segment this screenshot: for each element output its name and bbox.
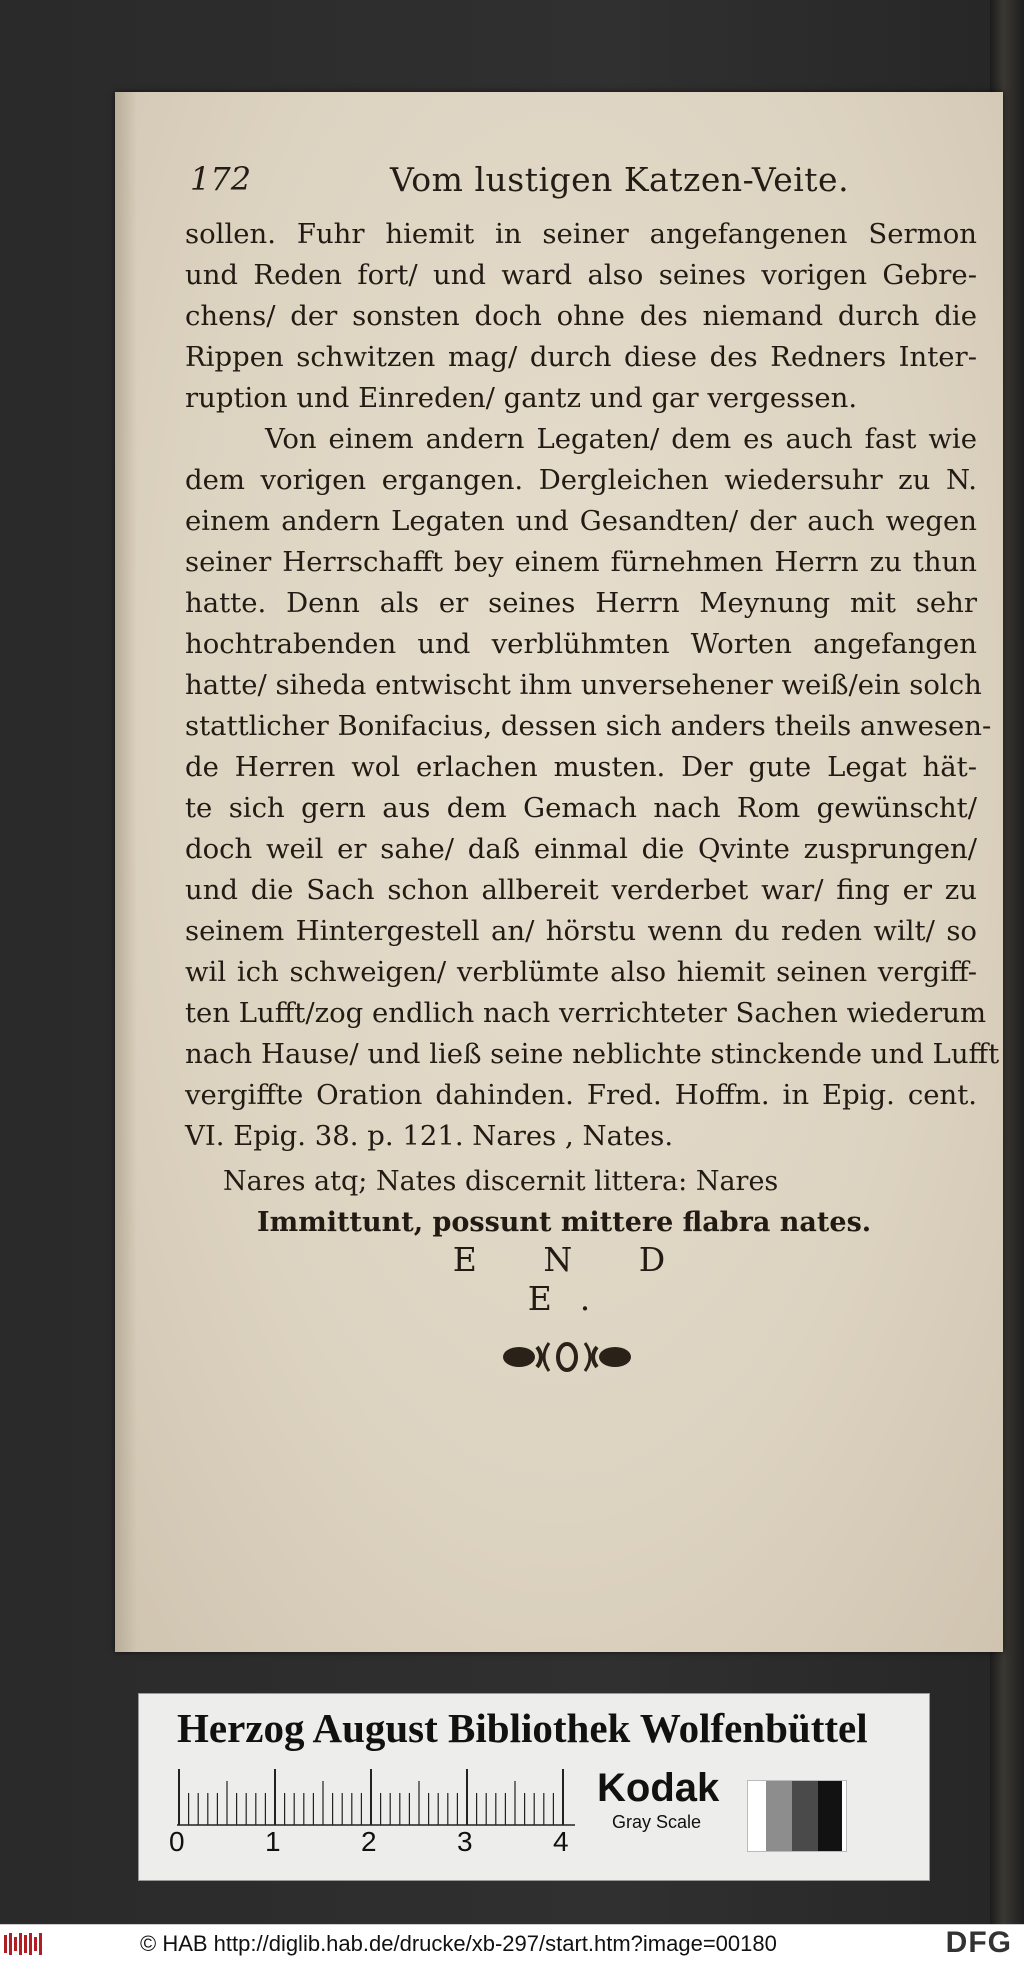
book-page [115,92,1003,1652]
text-line: Rippen schwitzen mag/ durch diese des Redners Inter- [185,341,977,373]
ruler-number: 1 [265,1826,281,1857]
ruler-number: 4 [553,1826,569,1857]
text-line: doch weil er sahe/ daß einmal die Qvinte zusprungen/ [185,833,977,865]
text-line: und die Sach schon allbereit verderbet war/ fing er zu [185,874,977,906]
hab-logo-icon [4,1931,46,1957]
text-line: einem andern Legaten und Gesandten/ der auch wegen [185,505,977,537]
text-line: te sich gern aus dem Gemach nach Rom gewünscht/ [185,792,977,824]
text-line: hatte. Denn als er seines Herrn Meynung mit sehr [185,587,977,619]
text-line: und Reden fort/ und ward also seines vorigen Gebre- [185,259,977,291]
text-line: stattlicher Bonifacius, dessen sich anders theils anwesen- [185,710,992,742]
page-number: 172 [190,160,252,198]
footer-bar [0,1924,1024,1963]
gray-bar-mid [792,1781,818,1851]
running-title: Vom lustigen Katzen-Veite. [390,160,850,199]
verse-line-1: Nares atq; Nates discernit littera: Nares [223,1166,779,1197]
text-line: sollen. Fuhr hiemit in seiner angefangenen Sermon [185,218,977,250]
text-line: vergiffte Oration dahinden. Fred. Hoffm. in Epig. cent. [185,1079,977,1111]
dfg-logo: DFG [945,1926,1012,1959]
verse-line-2: Immittunt, possunt mittere flabra nates. [257,1207,872,1238]
ruler-number: 0 [169,1826,185,1857]
text-line: ruption und Einreden/ gantz und gar vergessen. [185,382,858,414]
text-line: chens/ der sonsten doch ohne des niemand durch die [185,300,977,332]
page-binding-shadow [115,92,137,1652]
text-line: seiner Herrschafft bey einem fürnehmen Herrn zu thun [185,546,977,578]
ende-text: E N D E. [452,1240,694,1318]
ruler-number: 2 [361,1826,377,1857]
text-line: nach Hause/ und ließ seine neblichte stinckende und Lufft [185,1038,1000,1070]
text-line: wil ich schweigen/ verblümte also hiemit seinen vergiff- [185,956,977,988]
ruler-number: 3 [457,1826,473,1857]
page-header [190,160,970,204]
kodak-logo: Kodak [597,1766,720,1810]
gray-bar-dark [818,1781,842,1851]
color-target-card [138,1693,930,1881]
gray-scale-label: Gray Scale [612,1812,702,1832]
text-line: dem vorigen ergangen. Dergleichen wiedersuhr zu N. [185,464,977,496]
citation-link[interactable]: © HAB http://diglib.hab.de/drucke/xb-297/start.htm?image=00180 [140,1931,777,1956]
text-line: ten Lufft/zog endlich nach verrichteter Sachen wiederum [185,997,987,1029]
ruler-scale [177,1767,575,1827]
body-text [185,214,1000,1157]
gray-scale-patch [747,1780,847,1852]
text-line: hatte/ siheda entwischt ihm unversehener weiß/ein solch [185,669,982,701]
text-line: seinem Hintergestell an/ hörstu wenn du reden wilt/ so [185,915,977,947]
library-name: Herzog August Bibliothek Wolfenbüttel [177,1705,868,1751]
text-line: VI. Epig. 38. p. 121. Nares , Nates. [185,1120,674,1152]
text-line: Von einem andern Legaten/ dem es auch fast wie [265,423,977,455]
ornament-icon [497,1335,637,1379]
text-line: hochtrabenden und verblühmten Worten angefangen [185,628,977,660]
text-line: de Herren wol erlachen musten. Der gute Legat hät- [185,751,977,783]
gray-bar-light [766,1781,792,1851]
